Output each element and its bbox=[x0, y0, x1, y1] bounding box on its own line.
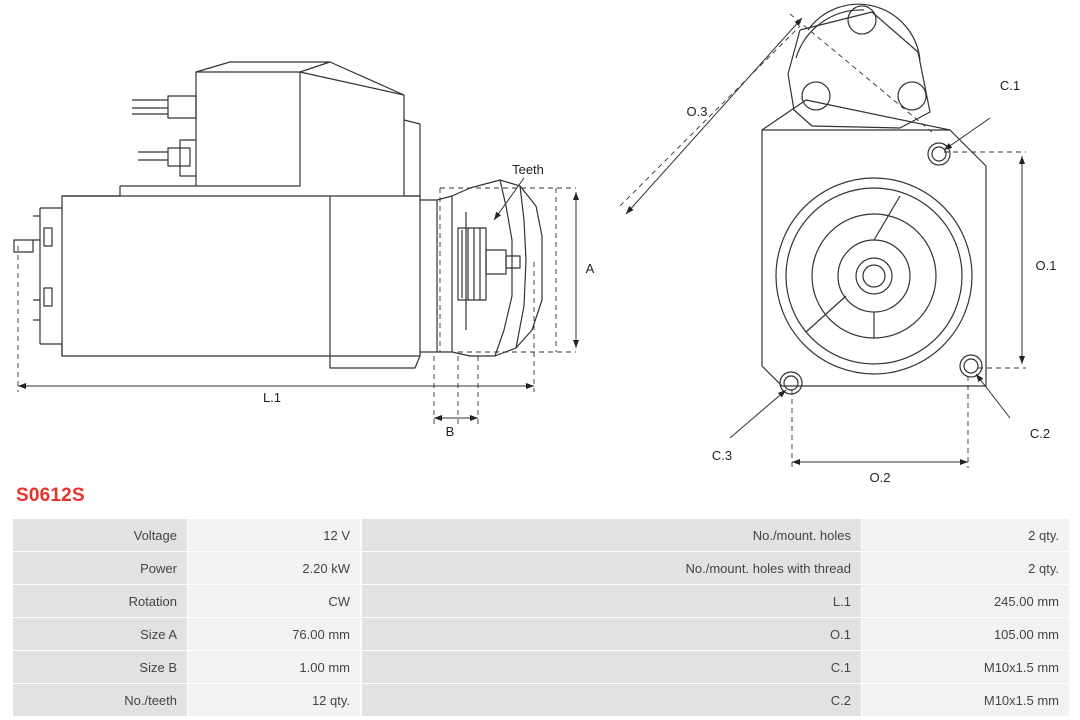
spec-key: Voltage bbox=[13, 519, 188, 552]
table-row bbox=[362, 684, 1070, 717]
spec-value: 245.00 mm bbox=[862, 585, 1070, 618]
table-row bbox=[13, 585, 361, 618]
front-view-body bbox=[762, 4, 986, 394]
c3-leader bbox=[730, 390, 786, 438]
dimension-l1 bbox=[18, 246, 534, 392]
dimension-b bbox=[434, 356, 478, 424]
label-o3: O.3 bbox=[686, 104, 708, 119]
table-row bbox=[13, 519, 361, 552]
label-c3: C.3 bbox=[711, 448, 733, 463]
spec-value: 105.00 mm bbox=[862, 618, 1070, 651]
label-teeth: Teeth bbox=[512, 162, 544, 177]
table-row bbox=[362, 618, 1070, 651]
spec-value: M10x1.5 mm bbox=[862, 684, 1070, 717]
table-row bbox=[13, 618, 361, 651]
label-l1: L.1 bbox=[262, 390, 282, 405]
spec-table-right bbox=[361, 518, 1070, 717]
label-b: B bbox=[445, 424, 455, 439]
spec-key: Rotation bbox=[13, 585, 188, 618]
table-row bbox=[362, 552, 1070, 585]
teeth-leader bbox=[494, 178, 524, 220]
spec-key: No./mount. holes with thread bbox=[362, 552, 862, 585]
spec-value: 1.00 mm bbox=[188, 651, 361, 684]
c1-leader bbox=[944, 118, 990, 150]
table-row bbox=[13, 651, 361, 684]
table-row bbox=[362, 651, 1070, 684]
spec-table-left bbox=[12, 518, 361, 717]
table-row bbox=[13, 684, 361, 717]
spec-value: 76.00 mm bbox=[188, 618, 361, 651]
c2-leader bbox=[976, 374, 1010, 418]
dimension-o3 bbox=[620, 14, 932, 214]
spec-value: 12 V bbox=[188, 519, 361, 552]
spec-key: Size A bbox=[13, 618, 188, 651]
dimension-o1 bbox=[944, 152, 1026, 368]
spec-key: No./teeth bbox=[13, 684, 188, 717]
spec-value: 2 qty. bbox=[862, 552, 1070, 585]
spec-key: O.1 bbox=[362, 618, 862, 651]
dimension-o2 bbox=[792, 376, 968, 468]
dimension-a bbox=[440, 188, 576, 352]
spec-key: C.2 bbox=[362, 684, 862, 717]
specifications bbox=[12, 518, 1068, 717]
label-o1: O.1 bbox=[1035, 258, 1057, 273]
side-view-body bbox=[14, 62, 542, 368]
label-a: A bbox=[585, 261, 595, 276]
spec-value: 2 qty. bbox=[862, 519, 1070, 552]
label-c2: C.2 bbox=[1029, 426, 1051, 441]
spec-key: L.1 bbox=[362, 585, 862, 618]
spec-key: No./mount. holes bbox=[362, 519, 862, 552]
label-c1: C.1 bbox=[999, 78, 1021, 93]
spec-key: Size B bbox=[13, 651, 188, 684]
spec-value: CW bbox=[188, 585, 361, 618]
spec-value: M10x1.5 mm bbox=[862, 651, 1070, 684]
part-number: S0612S bbox=[16, 485, 85, 506]
table-row bbox=[13, 552, 361, 585]
label-o2: O.2 bbox=[869, 470, 891, 485]
spec-key: Power bbox=[13, 552, 188, 585]
spec-value: 2.20 kW bbox=[188, 552, 361, 585]
spec-value: 12 qty. bbox=[188, 684, 361, 717]
spec-key: C.1 bbox=[362, 651, 862, 684]
table-row bbox=[362, 585, 1070, 618]
table-row bbox=[362, 519, 1070, 552]
